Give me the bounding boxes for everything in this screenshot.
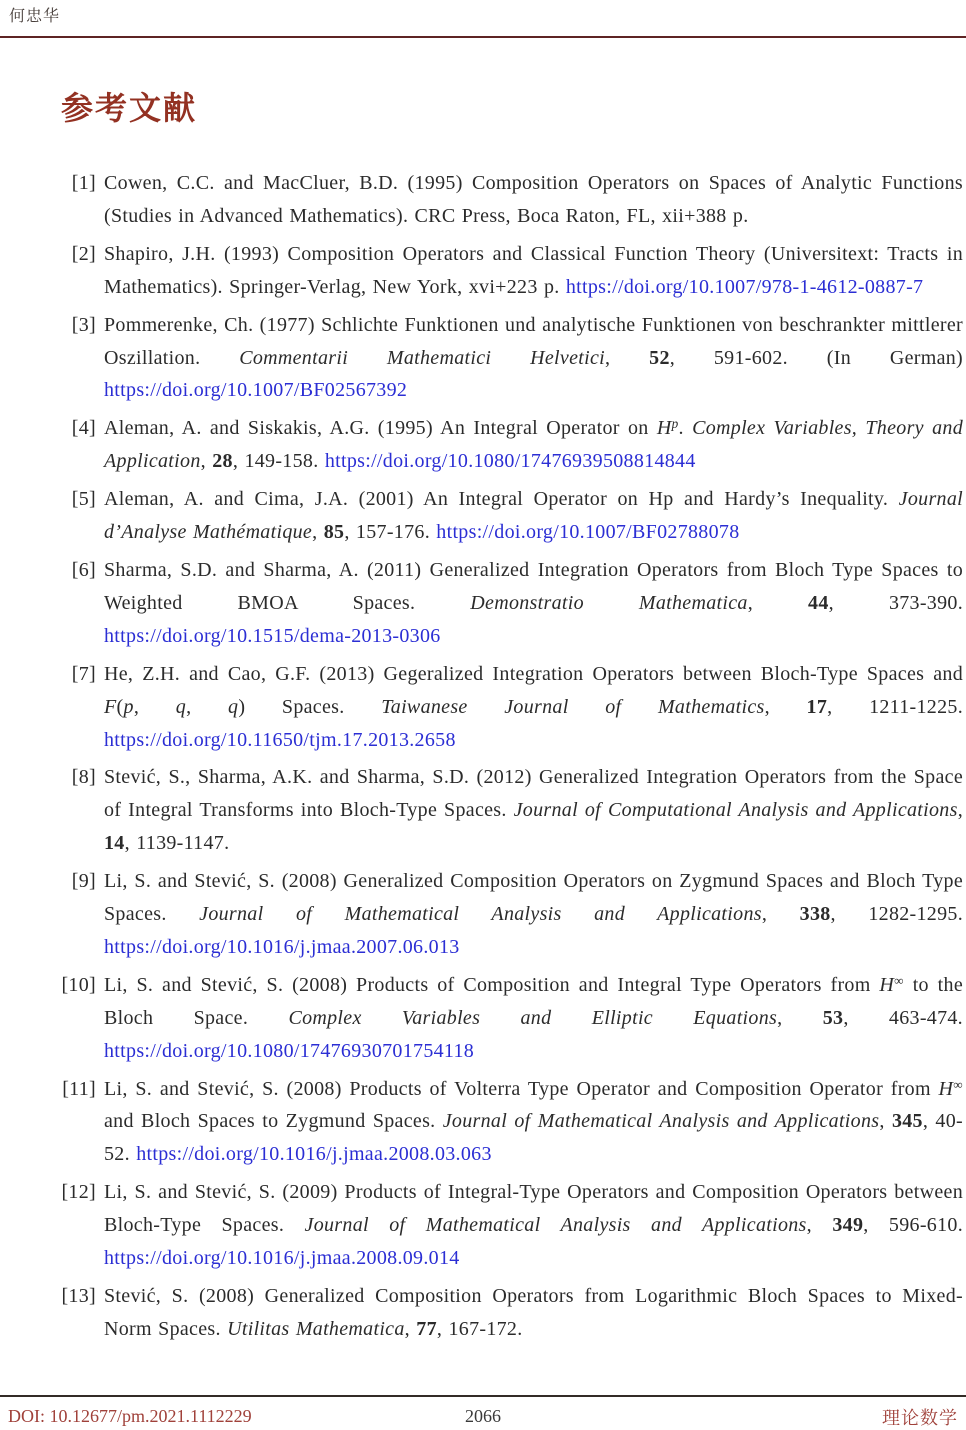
reference-segment: 345 <box>891 1110 923 1133</box>
reference-segment: , 1211-1225. <box>827 695 963 718</box>
reference-segment: Shapiro, J.H. (1993) Composition Operators and Classical Function Theory (Universitext: Tracts in Mathematics). Springer-Verlag, New York, xvi+223 p. <box>104 242 963 298</box>
doi-link[interactable]: https://doi.org/10.1080/17476930701754118 <box>104 1039 475 1062</box>
reference-segment: Aleman, A. and Cima, J.A. (2001) An Integral Operator on Hp and Hardy’s Inequality. <box>104 488 899 511</box>
reference-segment: , <box>404 1317 417 1340</box>
reference-segment: Commentarii Mathematici Helvetici <box>239 346 605 369</box>
reference-text <box>104 1078 963 1166</box>
reference-segment: , <box>806 1214 833 1237</box>
reference-segment: H <box>656 417 672 440</box>
reference-segment: p <box>671 416 679 432</box>
reference-number: [10] <box>61 973 96 996</box>
reference-segment: H <box>938 1077 954 1100</box>
reference-segment: 14 <box>104 832 125 855</box>
reference-segment: Stević, S., Sharma, A.K. and Sharma, S.D. (2012) Generalized Integration Operators from the Space of Integral Transforms into Bloch-Type Spaces. <box>104 766 963 822</box>
reference-segment: Li, S. and Stević, S. (2009) Products of Integral-Type Operators and Composition Operators between Bloch-Type Spaces. <box>104 1181 963 1237</box>
running-header <box>9 3 60 26</box>
reference-segment: Pommerenke, Ch. (1977) Schlichte Funktionen und analytische Funktionen von beschrankter mittlerer Oszillation. <box>104 313 963 369</box>
reference-segment: , 596-610. <box>863 1214 963 1237</box>
reference-text <box>104 1181 963 1269</box>
reference-number: [11] <box>62 1077 96 1100</box>
reference-segment: ) Spaces. <box>238 695 382 718</box>
reference-number: [1] <box>71 172 96 194</box>
reference-segment: Complex Variables, Theory and Application <box>104 417 963 473</box>
reference-segment: Li, S. and Stević, S. (2008) Products of Composition and Integral Type Operators from <box>104 973 880 996</box>
reference-segment: Journal of Computational Analysis and Applications <box>513 799 958 822</box>
reference-segment: Sharma, S.D. and Sharma, A. (2011) Generalized Integration Operators from Bloch Type Spaces to Weighted BMOA Spaces. <box>104 558 963 614</box>
reference-number: [2] <box>71 242 96 265</box>
reference-segment: 52 <box>649 346 670 369</box>
reference-text <box>104 559 963 647</box>
reference-segment: 17 <box>806 695 828 718</box>
reference-item <box>0 658 966 757</box>
reference-segment: Aleman, A. and Siskakis, A.G. (1995) An Integral Operator on <box>104 417 657 440</box>
reference-segment: q <box>175 695 187 718</box>
reference-segment: , 591-602. (In German) <box>669 346 964 369</box>
doi-link[interactable]: https://doi.org/10.1016/j.jmaa.2008.09.014 <box>104 1247 460 1270</box>
reference-segment: p <box>123 695 134 718</box>
reference-text <box>104 1285 963 1340</box>
reference-segment: H <box>879 973 895 996</box>
reference-text <box>104 870 963 958</box>
reference-segment: ∞ <box>953 1076 963 1092</box>
reference-segment: Demonstratio Mathematica <box>470 591 748 614</box>
reference-number: [12] <box>61 1181 96 1204</box>
reference-number: [9] <box>71 870 96 893</box>
reference-text <box>104 314 963 402</box>
reference-item <box>0 412 966 478</box>
reference-text <box>104 243 963 298</box>
doi-link[interactable]: https://doi.org/10.1515/dema-2013-0306 <box>104 624 441 647</box>
reference-segment: , 149-158. <box>232 450 325 473</box>
reference-number: [5] <box>71 488 96 511</box>
reference-segment: Complex Variables and Elliptic Equations <box>288 1006 778 1029</box>
reference-item <box>0 1280 966 1346</box>
reference-item <box>0 1073 966 1172</box>
doi-link[interactable]: https://doi.org/10.1007/BF02788078 <box>436 521 740 544</box>
reference-item <box>0 761 966 860</box>
reference-segment: , <box>761 903 800 926</box>
reference-segment: , 373-390. <box>828 591 963 614</box>
reference-segment: , 40-52. <box>104 1110 963 1166</box>
reference-item <box>0 167 966 233</box>
reference-segment: , <box>879 1110 892 1133</box>
doi-link[interactable]: https://doi.org/10.1016/j.jmaa.2007.06.013 <box>104 935 460 958</box>
reference-segment: 44 <box>808 591 829 614</box>
reference-segment: Taiwanese Journal of Mathematics <box>381 695 765 718</box>
doi-link[interactable]: https://doi.org/10.1080/17476939508814844 <box>324 450 696 473</box>
journal-name: 理论数学 <box>882 1408 958 1428</box>
reference-item <box>0 865 966 964</box>
reference-segment: , <box>186 695 228 718</box>
reference-number: [4] <box>71 417 96 440</box>
reference-segment: q <box>228 695 239 718</box>
reference-segment: F <box>104 695 117 718</box>
doi-link[interactable]: https://doi.org/10.1007/978-1-4612-0887-7 <box>565 275 924 298</box>
reference-segment: Journal of Mathematical Analysis and Applications <box>304 1214 807 1237</box>
reference-segment: , <box>777 1006 823 1029</box>
reference-segment: Journal of Mathematical Analysis and Applications <box>199 903 762 926</box>
reference-text <box>104 417 963 472</box>
reference-segment: Stević, S. (2008) Generalized Composition Operators from Logarithmic Bloch Spaces to Mixed-Norm Spaces. <box>104 1285 963 1340</box>
footer-doi: DOI: 10.12677/pm.2021.1112229 <box>8 1406 252 1426</box>
reference-segment: , <box>133 695 176 718</box>
footer-rule <box>0 1395 966 1397</box>
section-title: 参考文献 <box>61 90 198 126</box>
reference-item <box>0 483 966 549</box>
reference-text <box>104 172 963 227</box>
reference-number: [8] <box>71 766 96 789</box>
reference-segment: , <box>764 695 807 718</box>
reference-segment: , <box>312 521 324 544</box>
reference-text <box>104 663 963 751</box>
reference-segment: and Bloch Spaces to Zygmund Spaces. <box>104 1110 443 1133</box>
reference-number: [7] <box>71 662 96 685</box>
reference-segment: Utilitas Mathematica <box>227 1317 405 1340</box>
reference-segment: Li, S. and Stević, S. (2008) Generalized Composition Operators on Zygmund Spaces and Bloch Type Spaces. <box>104 870 963 926</box>
reference-text <box>104 974 963 1062</box>
reference-segment: 85 <box>323 521 345 544</box>
reference-segment: , 463-474. <box>843 1006 963 1029</box>
doi-link[interactable]: https://doi.org/10.11650/tjm.17.2013.2658 <box>104 728 456 751</box>
reference-item <box>0 554 966 653</box>
reference-segment: Journal of Mathematical Analysis and Applications <box>442 1110 880 1133</box>
references-list <box>0 167 966 1351</box>
reference-segment: Li, S. and Stević, S. (2008) Products of Volterra Type Operator and Composition Operator from <box>104 1077 939 1100</box>
reference-item <box>0 309 966 408</box>
reference-segment: Cowen, C.C. and MacCluer, B.D. (1995) Composition Operators on Spaces of Analytic Functions (Studies in Advanced Mathematics). CRC Press, Boca Raton, FL, xii+388 p. <box>104 172 963 227</box>
header-rule <box>0 36 966 38</box>
reference-segment: . <box>678 417 693 440</box>
reference-segment: 53 <box>822 1006 844 1029</box>
reference-segment: He, Z.H. and Cao, G.F. (2013) Gegeralized Integration Operators between Bloch-Type Spaces and <box>104 662 963 685</box>
reference-segment: 338 <box>799 903 831 926</box>
reference-segment: , 157-176. <box>344 521 437 544</box>
reference-text <box>104 488 963 543</box>
page-number: 2066 <box>465 1406 501 1426</box>
reference-segment: 77 <box>416 1317 437 1340</box>
reference-segment: , <box>200 450 213 473</box>
reference-segment: , <box>957 799 963 822</box>
reference-segment: , 167-172. <box>436 1317 523 1340</box>
reference-segment: , 1139-1147. <box>124 832 230 855</box>
doi-link[interactable]: https://doi.org/10.1007/BF02567392 <box>104 379 408 402</box>
reference-segment: Journal d’Analyse Mathématique <box>104 488 963 544</box>
reference-number: [3] <box>71 313 96 336</box>
reference-segment: 349 <box>832 1214 864 1237</box>
reference-item <box>0 238 966 304</box>
reference-number: [6] <box>71 558 96 581</box>
reference-segment: , <box>747 591 809 614</box>
doi-link[interactable]: https://doi.org/10.1016/j.jmaa.2008.03.063 <box>136 1143 492 1166</box>
reference-segment: , <box>605 346 650 369</box>
reference-segment: , 1282-1295. <box>830 903 964 926</box>
reference-item <box>0 969 966 1068</box>
reference-item <box>0 1176 966 1275</box>
reference-segment: ∞ <box>894 972 904 988</box>
reference-segment: 28 <box>212 450 233 473</box>
reference-segment: to the Bloch Space. <box>104 973 964 1029</box>
reference-number: [13] <box>61 1285 96 1307</box>
page-footer <box>0 1404 966 1430</box>
reference-text <box>104 766 963 854</box>
running-header-author: 何忠华 <box>9 8 61 25</box>
reference-segment: ( <box>116 695 124 718</box>
